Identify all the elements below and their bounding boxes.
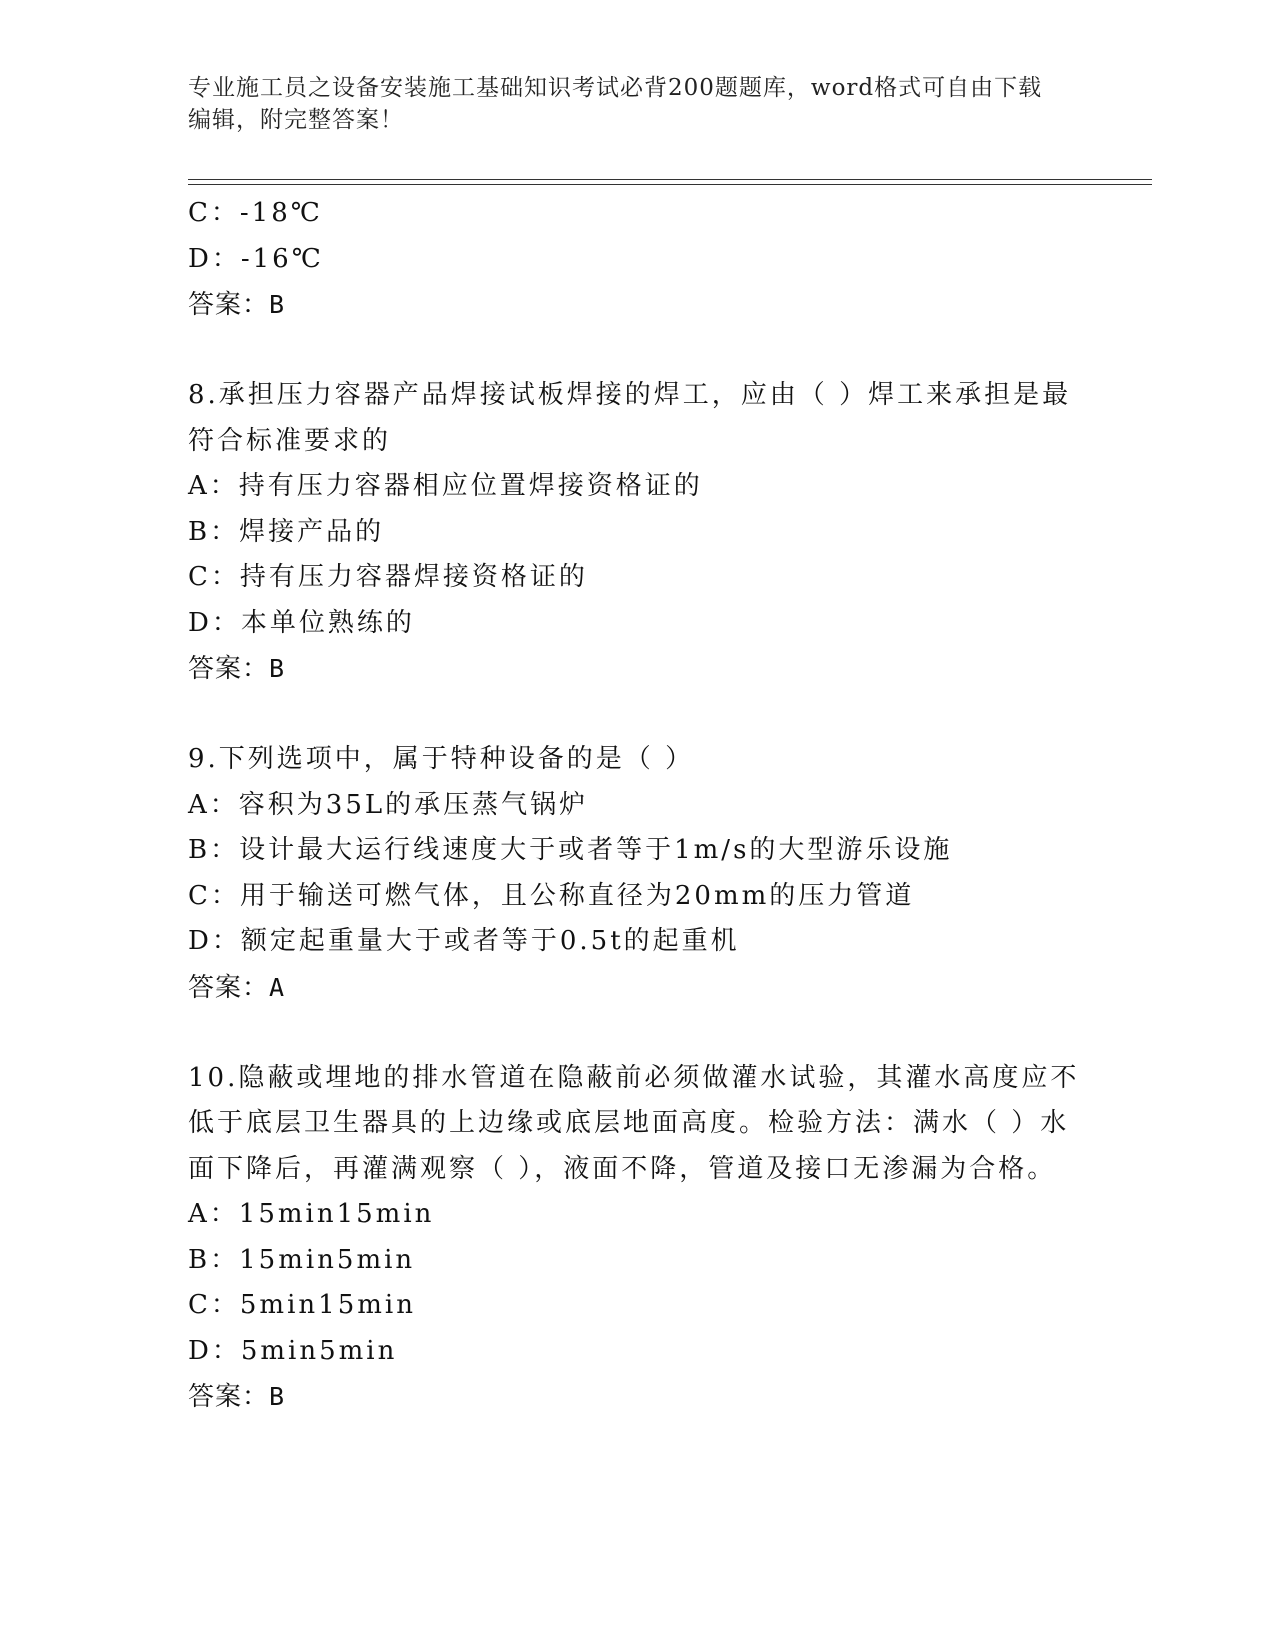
option-c: C：持有压力容器焊接资格证的 (188, 562, 588, 592)
option-c: C：5min15min (188, 1290, 416, 1320)
option-d: D：-16℃ (188, 243, 324, 274)
answer-label: 答案： (188, 1382, 270, 1412)
option-d: D：本单位熟练的 (188, 607, 415, 638)
question-9 (188, 737, 1088, 1010)
answer-value: B (269, 654, 286, 683)
prev-question (188, 191, 1088, 328)
question-10 (188, 1056, 1088, 1420)
question-spacer (188, 692, 1088, 738)
question-stem-line: 8.承担压力容器产品焊接试板焊接的焊工，应由（ ）焊工来承担是最 (188, 380, 1072, 410)
answer-line (188, 1374, 1088, 1420)
question-stem-line: 9.下列选项中，属于特种设备的是（ ） (188, 744, 695, 774)
answer-label: 答案： (188, 654, 270, 684)
option-b: B：15min5min (188, 1244, 416, 1275)
answer-value: B (269, 1382, 286, 1411)
header-divider-top (188, 179, 1152, 180)
answer-line (188, 646, 1088, 692)
document-header (188, 72, 1078, 136)
header-divider-bottom (188, 184, 1152, 185)
option-a: A：容积为35L的承压蒸气锅炉 (188, 789, 589, 820)
question-spacer (188, 1010, 1088, 1056)
question-stem-line: 10.隐蔽或埋地的排水管道在隐蔽前必须做灌水试验，其灌水高度应不 (188, 1062, 1080, 1093)
option-c: C：-18℃ (188, 198, 323, 228)
header-title-line-1: 专业施工员之设备安装施工基础知识考试必背200题题库，word格式可自由下载 (188, 75, 1043, 101)
answer-value: A (269, 972, 286, 1002)
question-stem-line: 符合标准要求的 (188, 425, 392, 456)
answer-line (188, 965, 1088, 1011)
option-a: A：15min15min (188, 1199, 435, 1229)
answer-line (188, 282, 1088, 328)
option-b: B：设计最大运行线速度大于或者等于1m/s的大型游乐设施 (188, 835, 953, 865)
question-list (188, 191, 1088, 1420)
answer-value: B (269, 290, 286, 319)
question-stem-line: 低于底层卫生器具的上边缘或底层地面高度。检验方法：满水（ ）水 (188, 1108, 1070, 1138)
option-d: D：额定起重量大于或者等于0.5t的起重机 (188, 926, 740, 956)
answer-label: 答案： (188, 972, 270, 1003)
option-b: B：焊接产品的 (188, 516, 385, 547)
question-stem-line: 面下降后，再灌满观察（ ），液面不降，管道及接口无渗漏为合格。 (188, 1153, 1057, 1184)
question-spacer (188, 328, 1088, 374)
option-d: D：5min5min (188, 1335, 398, 1366)
header-title-line-2: 编辑，附完整答案！ (188, 107, 404, 133)
option-a: A：持有压力容器相应位置焊接资格证的 (188, 471, 703, 501)
answer-label: 答案： (188, 290, 270, 320)
question-8 (188, 373, 1088, 692)
option-c: C：用于输送可燃气体，且公称直径为20mm的压力管道 (188, 880, 915, 911)
